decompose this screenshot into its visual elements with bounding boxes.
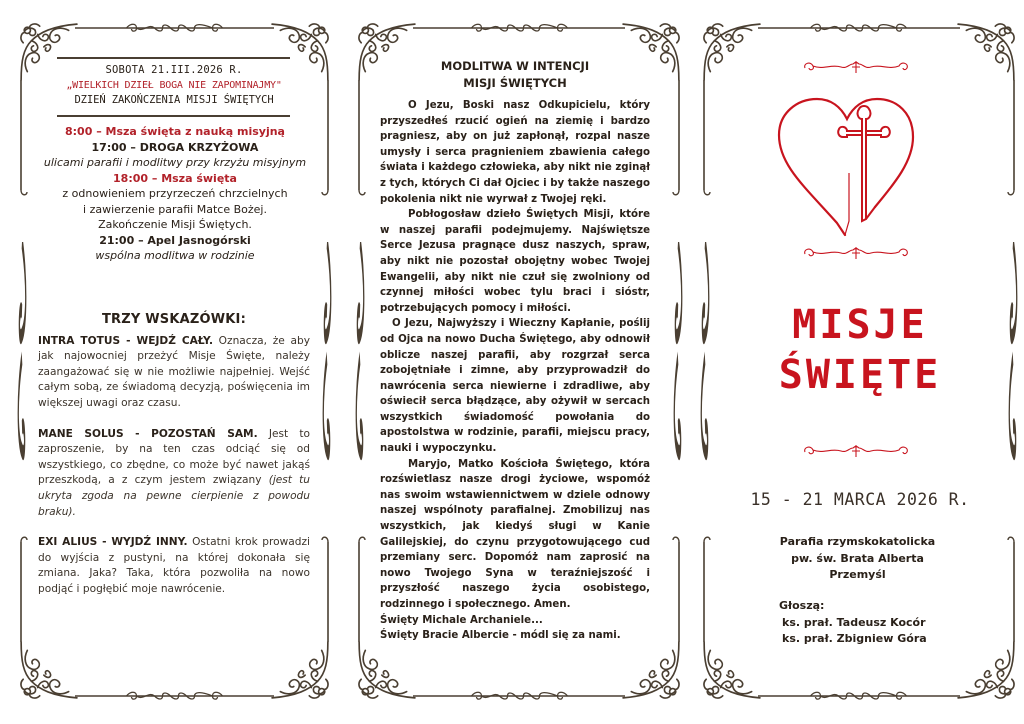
header-motto: „WIELKICH DZIEŁ BOGA NIE ZAPOMINAJMY" xyxy=(66,80,282,91)
schedule-item: 18:00 – Msza święta xyxy=(113,171,237,185)
schedule-list xyxy=(30,124,320,264)
three-tips xyxy=(38,312,310,613)
header-rule-top xyxy=(57,57,290,59)
cover-title xyxy=(740,300,980,400)
tip-item xyxy=(38,535,310,597)
prayer-title xyxy=(380,58,650,92)
schedule-item: z odnowieniem przyrzeczeń chrzcielnych xyxy=(62,187,288,200)
tip-heading: MANE SOLUS - POZOSTAŃ SAM. xyxy=(38,427,258,440)
tip-note: (jest tu ukryta zgoda na pewne cierpienie z powodu braku). xyxy=(38,474,310,518)
prayer-title-line2: MISJI ŚWIĘTYCH xyxy=(463,76,567,90)
invocation: Święty Bracie Albercie - módl się za nami. xyxy=(380,630,621,642)
parish-line: Przemyśl xyxy=(829,568,886,581)
panel-left xyxy=(0,0,345,724)
schedule-item: 17:00 – DROGA KRZYŻOWA xyxy=(91,140,259,154)
cover-title-line2: ŚWIĘTE xyxy=(778,352,942,398)
tip-body: Oznacza, że aby jak najowocniej przeżyć Misje Święte, należy zaangażować się w nie możliwie najpełniej. Wejść całym sobą, ze świadomą decyzją, poświęcenia im większej uwagi oraz czasu. xyxy=(38,334,310,409)
saturday-header xyxy=(60,63,288,108)
tip-body: Jest to zaproszenie, by na ten czas odciąć się od wszystkiego, co zbędne, co może być nawet jakąś przeszkodą, a z czym jestem związany xyxy=(38,427,311,487)
schedule-item: i zawierzenie parafii Matce Bożej. xyxy=(83,202,267,216)
schedule-item: 21:00 – Apel Jasnogórski xyxy=(99,233,251,247)
tip-item xyxy=(38,427,310,521)
schedule-item: Zakończenie Misji Świętych. xyxy=(98,218,252,231)
preacher-name: ks. prał. Zbigniew Góra xyxy=(782,632,927,645)
parish-line: pw. św. Brata Alberta xyxy=(791,551,924,565)
schedule-item: wspólna modlitwa w rodzinie xyxy=(95,249,255,262)
preacher-name: ks. prał. Tadeusz Kocór xyxy=(782,615,926,629)
schedule-item: ulicami parafii i modlitwy przy krzyżu misyjnym xyxy=(43,156,307,169)
prayer-paragraph: Maryjo, Matko Kościoła Świętego, która rozświetlasz nasze drogi życiowe, wspomóż nas swoim wstawiennictwem w dziele odnowy naszej wspólnoty parafialnej. Zmobilizuj nas wszystkich, jak kiedyś sługi w Kanie Galilejskiej, do czynu przygotowującego cud przemiany serc. Dopomóż nam zaprosić na nowo Twojego Syna w teraźniejszość i przyszłość naszego życia osobistego, rodzinnego i społecznego. Amen. xyxy=(380,458,650,610)
parish-line: Parafia rzymskokatolicka xyxy=(779,535,936,548)
prayer-title-line1: MODLITWA W INTENCJI xyxy=(440,59,590,73)
cover-title-line1: MISJE xyxy=(792,302,928,348)
parish-info xyxy=(730,534,985,584)
prayer-paragraph: Pobłogosław dzieło Świętych Misji, które w naszej parafii podejmujemy. Najświętsze Serce Jezusa pragnące dusz naszych, spraw, aby nikt nie pozostał obojętny wobec Twojej Ewangelii, aby nikt nie czuł się zwolniony od czynnej miłości wobec tylu braci i sióstr, potrzebujących pomocy i miłości. xyxy=(380,209,650,314)
header-subtitle: DZIEŃ ZAKOŃCZENIA MISJI ŚWIĘTYCH xyxy=(74,94,274,106)
prayer-paragraph: O Jezu, Najwyższy i Wieczny Kapłanie, poślij od Ojca na nowo Ducha Świętego, aby odnowił oblicze naszej parafii, aby rozgrzał serca zobojętniałe i zimne, aby przyprowadził do nawrócenia serca niewierne i zdradliwe, aby oświecił serca błądzące, aby ożywił w sercach wszystkich świadomość powołania do apostolstwa w rodzinie, parafii, miejscu pracy, nauki i wypoczynku. xyxy=(380,318,650,455)
prayer-paragraph: O Jezu, Boski nasz Odkupicielu, który przyszedłeś rzucić ogień na ziemię i bardzo pragniesz, aby on już zapłonął, rozpal nasze umysły i serca pragnieniem zbawienia całego świata i każdego człowieka, aby nikt nie zginął z tych, których Ci dał Ojciec i by także naszego pokolenia nikt nie wyrwał z Twojej ręki. xyxy=(380,100,650,205)
preachers xyxy=(779,598,927,648)
invocation: Święty Michale Archaniele... xyxy=(380,614,543,626)
tip-heading: INTRA TOTUS - WEJDŹ CAŁY. xyxy=(38,334,213,347)
mission-dates: 15 - 21 MARCA 2026 R. xyxy=(750,490,970,509)
tip-item xyxy=(38,334,310,412)
tips-title: TRZY WSKAZÓWKI: xyxy=(101,312,246,327)
tip-body: Ostatni krok prowadzi do wyjścia z pustyni, na której dokonała się zmiana. Jaka? Taka, która pozwoliła na nowo podjąć i pogłębić moje nawrócenie. xyxy=(38,536,310,595)
red-flourish-top-icon xyxy=(801,60,911,74)
red-flourish-bottom-icon xyxy=(801,444,911,458)
mission-prayer xyxy=(380,58,650,644)
header-rule-bottom xyxy=(57,115,290,117)
tip-heading: EXI ALIUS - WYJDŹ INNY. xyxy=(38,536,188,549)
preachers-label: Głoszą: xyxy=(779,599,825,612)
schedule-item: 8:00 – Msza święta z nauką misyjną xyxy=(65,125,285,138)
heart-cross-icon xyxy=(775,95,915,240)
red-flourish-middle-icon xyxy=(801,246,911,260)
header-date: SOBOTA 21.III.2026 R. xyxy=(105,64,243,76)
